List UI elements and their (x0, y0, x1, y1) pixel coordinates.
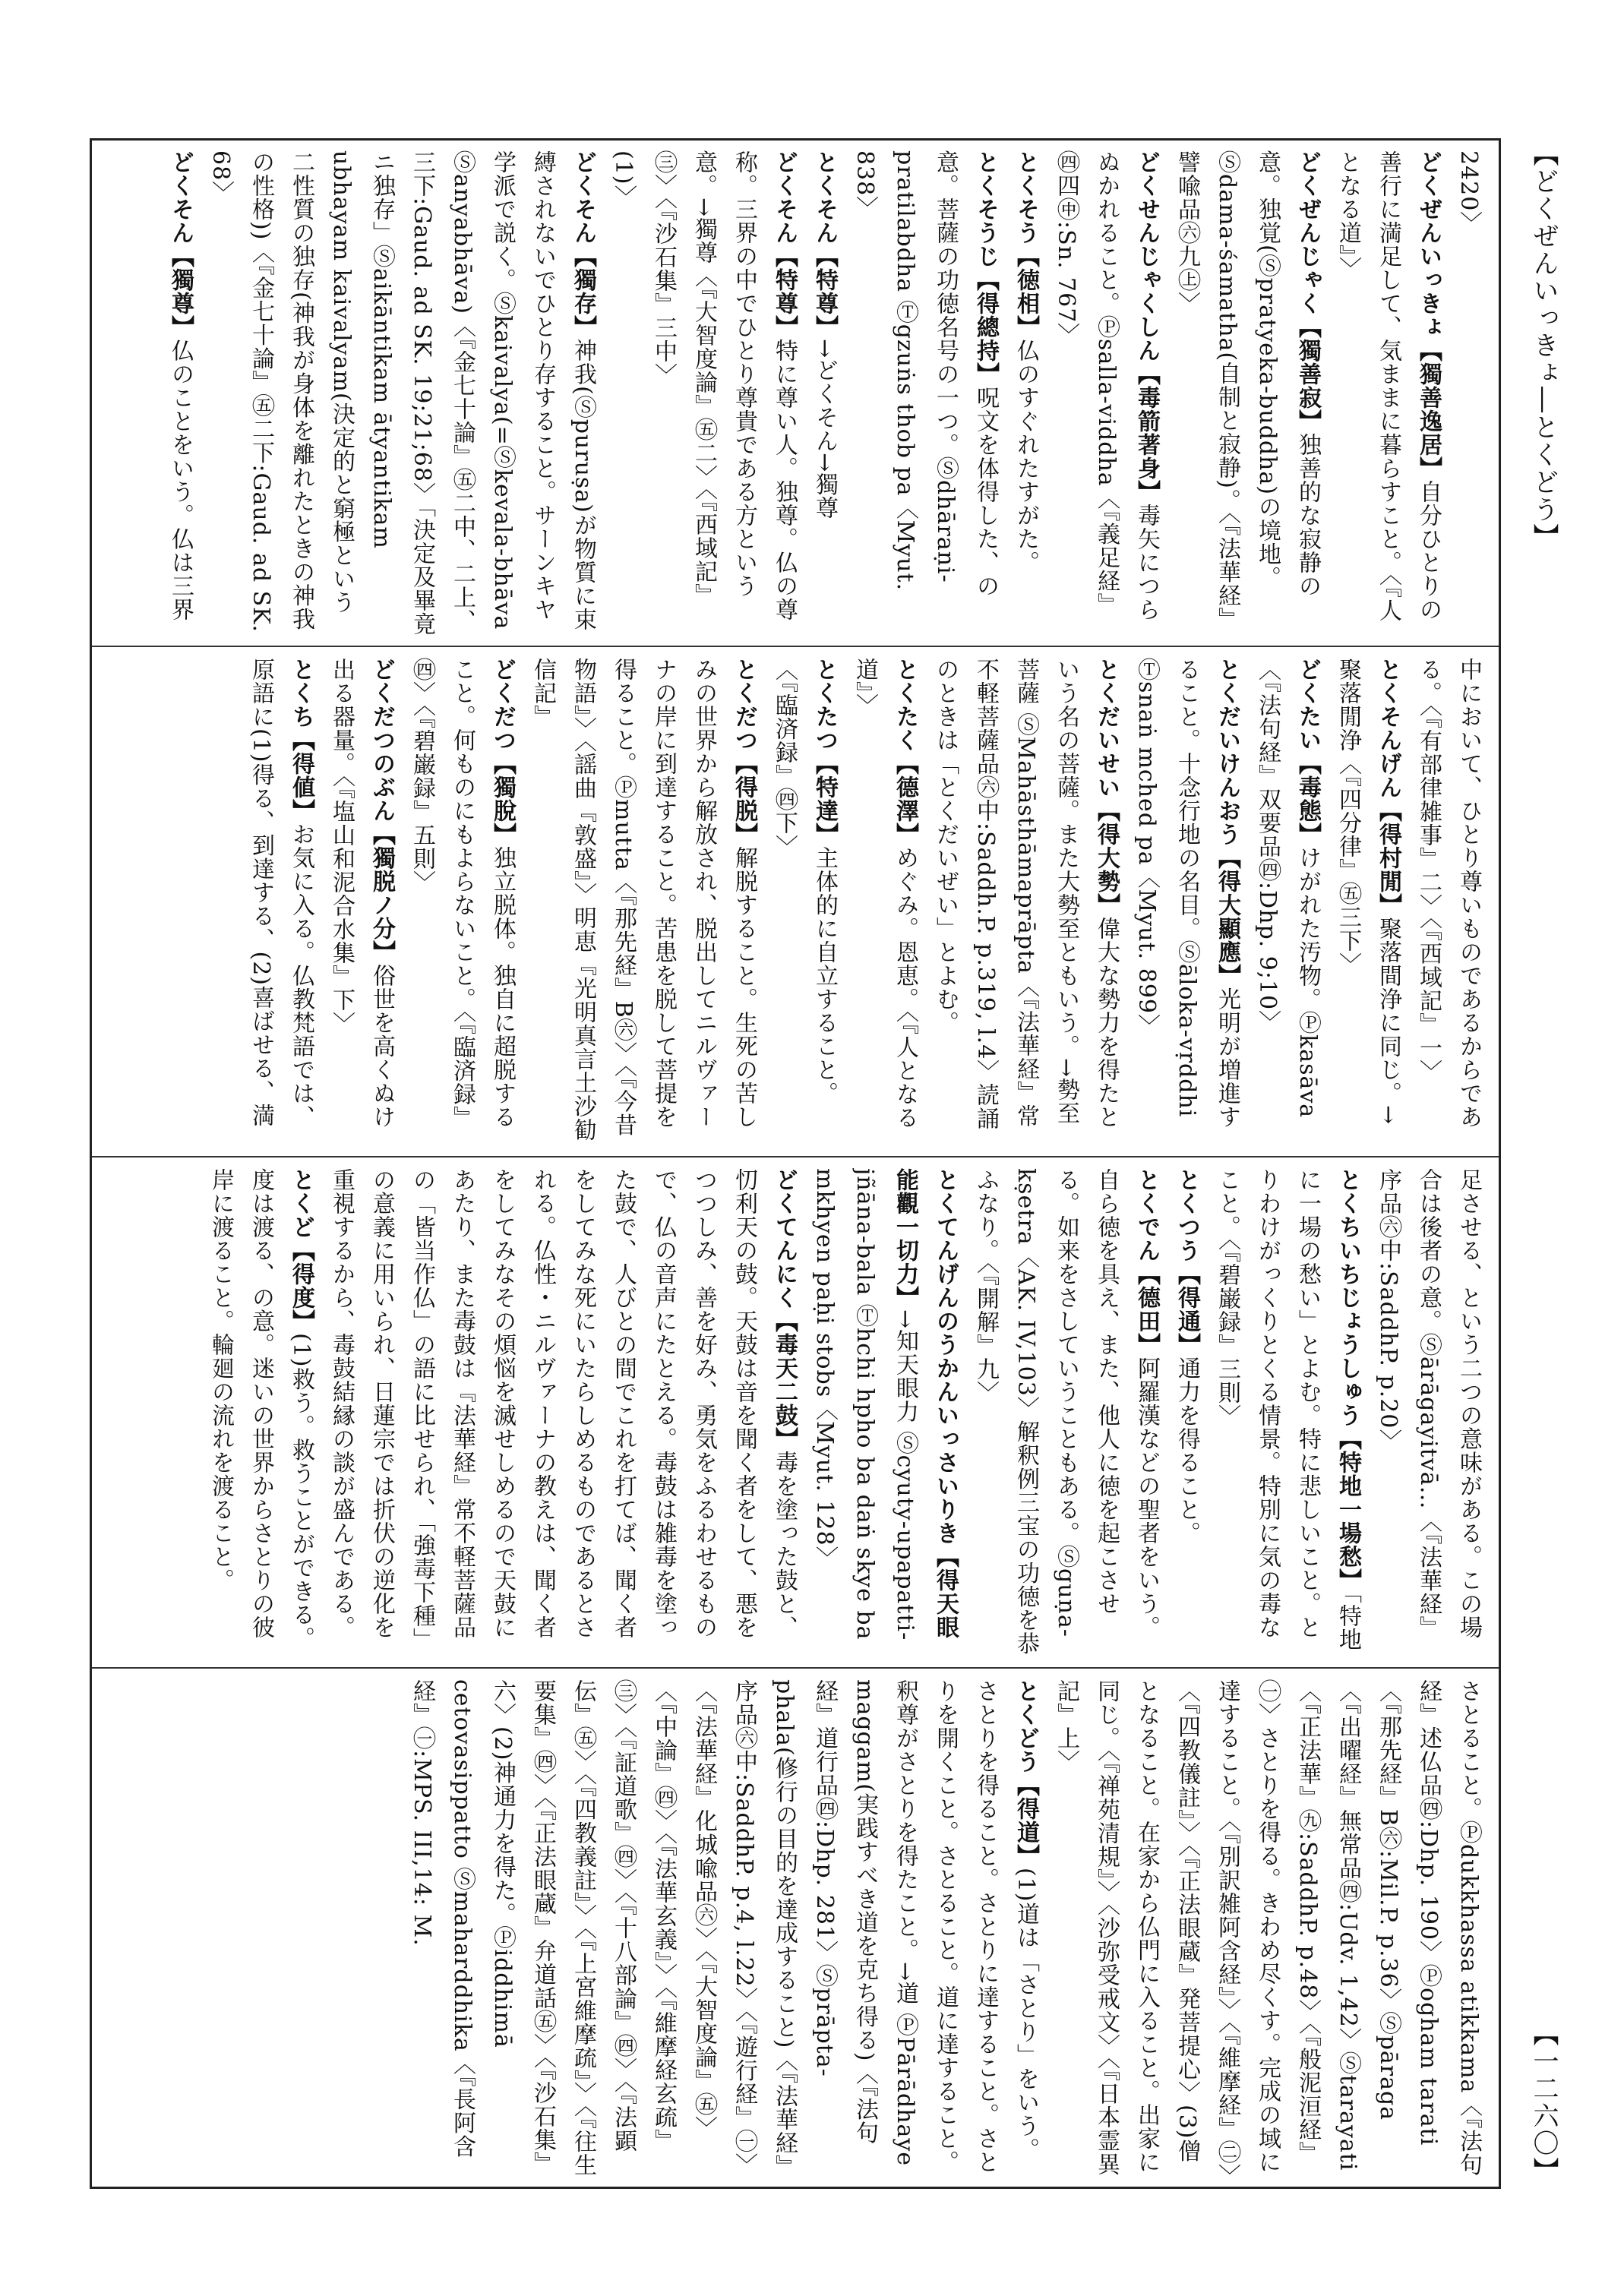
band-divider (92, 1667, 1499, 1669)
dictionary-entry: とくそう【徳相】仏のすぐれたすがた。 (1013, 150, 1039, 574)
entry-headword: どくだつ【獨脫】 (489, 658, 516, 846)
dictionary-entry: とくどう【得道】(1)道は「さとり」をいう。さとりを得ること。さとりに達すること。さとりを開くこと。さとること。道に達すること。釈尊がさとりを得たこと。→道 ⓅPārādhaye maggam(実践すべき道を克ち得る)〈『法句経』道行品㊃:Dhp. 281〉Ⓢprāpta-phala(修行の目的を達成すること)〈『法華経』序品㊅中:SaddhP. p.4, l.22〉〈『遊行経』㊀〉〈『法華経』化城喩品㊅〉〈『大智度論』㊄〉〈『中論』㊃〉〈『法華玄義』〉〈『維摩経玄疏』㊂〉〈『証道歌』㊃〉〈『十八部論』㊃〉〈『法顕伝』㊄〉〈『四教義註』〉〈『上宮維摩疏』〉〈『往生要集』㊃〉〈『正法眼蔵』弁道話㊄〉〈『沙石集』六〉(2)神通力を得た。Ⓟiddhimā cetovasippatto Ⓢmaharddhika〈『長阿含経』㊀:MPS. III,14: M. (409, 1679, 1039, 2177)
entry-headword: とくだいけんおう【得大顯應】 (1214, 658, 1240, 987)
dictionary-entry: どくだつのぶん【獨脱ノ分】俗世を高くぬけ出る器量。〈『塩山和泥合水集』下〉 (328, 658, 395, 1129)
running-head: 【どくぜんいっきょ―とくどう】 (1528, 141, 1559, 551)
entry-headword: どくてんにく【毒天二鼓】 (771, 1168, 798, 1451)
band-divider (92, 1156, 1499, 1157)
entry-headword: とくだつ【得脱】 (731, 658, 757, 846)
entry-band-1 (106, 150, 1489, 636)
entry-headword: とくど【得度】 (288, 1168, 314, 1333)
dictionary-entry: とくそうじ【得總持】呪文を体得した、の意。菩薩の功徳名号の一つ。Ⓢdhāraṇi-pratilabdha Ⓣgzuṅs thob pa〈Myut. 838〉 (851, 150, 999, 598)
entry-headword: とくどう【得道】 (1013, 1679, 1039, 1868)
entry-headword: とくつう【得通】 (1174, 1168, 1200, 1356)
entry-headword: どくそん【特尊】 (771, 150, 798, 339)
dictionary-entry: とくそん【特尊】→どくそん→獨尊 (811, 150, 838, 520)
dictionary-entry: 2420〉 (1455, 150, 1482, 235)
dictionary-entry: とくてんげんのうかんいっさいりき【得天眼能觀一切力】→知天眼力 Ⓢcyuty-upapatti-jñāna-bala Ⓣhchi hpho ba daṅ skye ba mkhyen paḥi stobs〈Myut. 128〉 (811, 1168, 959, 1641)
dictionary-entry: (1)〉 (610, 150, 637, 209)
entry-headword: とくそんげん【得村閒】 (1375, 658, 1401, 917)
entry-headword: どくだつのぶん【獨脱ノ分】 (368, 658, 395, 964)
dictionary-entry: とくたく【德澤】めぐみ。恩恵。〈『人となる道』〉 (851, 658, 918, 1129)
entry-headword: とくちいちじょうしゅう【特地一場愁】 (1335, 1168, 1361, 1592)
dictionary-entry: さとること。Ⓟdukkhassa atikkama〈『法句経』述仏品㊃:Dhp. 190〉Ⓟogham tarati〈『那先経』B㊅:Mil.P. p.36〉Ⓢpāraga〈『出曜経』無常品㊃:Udv. 1,42〉Ⓢtarayati〈『正法華』㊈:SaddhP. p.48〉〈『般泥洹経』㊀〉さとりを得る。きわめ尽くす。完成の域に達すること。〈『別訳雑阿含経』〉〈『維摩経』㊁〉〈『四教儀註』〉〈『正法眼蔵』発菩提心〉(3)僧となること。在家から仏門に入ること。出家に同じ。〈『禅苑清規』〉〈沙弥受戒文〉〈『日本霊異記』上〉 (1053, 1679, 1482, 2177)
dictionary-entry: どくせんじゃくしん【毒箭著身】毒矢につらぬかれること。Ⓟsalla-viddha〈『義足経』㊃四㊥:Sn. 767〉 (1053, 150, 1160, 621)
dictionary-entry: どくそん【獨存】神我(Ⓢpuruṣa)が物質に束縛されないでひとり存すること。サーンキヤ学派で説く。Ⓢkaivalya(=Ⓢkevala-bhāva Ⓢanyabhāva)〈『金七十論』㊄二中、二上、三下:Gaud. ad SK. 19;21;68〉「決定及畢竟ニ独存」Ⓢaikāntikam ātyantikam ubhayam kaivalyam(決定的と窮極という二性質の独存(神我が身体を離れたときの神我の性格))〈『金七十論』㊄二下:Gaud. ad SK. 68〉 (207, 150, 596, 636)
dictionary-entry: とくちいちじょうしゅう【特地一場愁】「特地に一場の愁い」とよむ。特に悲しいこと。とりわけがっくりとくる情景。特別に気の毒なこと。〈『碧巌録』三則〉 (1214, 1168, 1361, 1651)
band-divider (92, 646, 1499, 647)
entry-headword: とくでん【德田】 (1133, 1168, 1160, 1356)
dictionary-entry: とくたつ【特達】主体的に自立すること。〈『臨済録』㊃下〉 (771, 658, 838, 1105)
page-number: 【一二六〇】 (1528, 2020, 1559, 2184)
entry-headword: とくち【得値】 (288, 658, 314, 823)
entry-headword: どくぜんじゃく【獨善寂】 (1294, 150, 1321, 433)
entry-headword: どくぜんいっきょ【獨善逸居】 (1415, 150, 1442, 480)
entry-headword: とくたつ【特達】 (811, 658, 838, 846)
dictionary-entry: どくぜんじゃく【獨善寂】独善的な寂静の意。独覚(Ⓢpratyeka-buddha)の境地。Ⓢdama-śamatha(自制と寂静)。〈『法華経』譬喩品㊅九㊤〉 (1174, 150, 1321, 631)
dictionary-entry: どくそん【獨尊】仏のことをいう。仏は三界 (167, 150, 194, 621)
dictionary-entry: 中において、ひとり尊いものであるからである。〈『有部律雑事』二〉〈『西域記』一〉 (1415, 658, 1482, 1129)
dictionary-entry: とくだいけんおう【得大顯應】光明が増進すること。十念行地の名目。Ⓢāloka-vṛddhi Ⓣsnaṅ mched pa〈Myut. 899〉 (1133, 658, 1240, 1129)
entry-headword: とくてんげんのうかんいっさいりき【得天眼能觀一切力】 (892, 1168, 959, 1639)
entry-headword: とくそうじ【得總持】 (972, 150, 999, 386)
entry-headword: とくそう【徳相】 (1013, 150, 1039, 339)
entry-headword: どくせんじゃくしん【毒箭著身】 (1133, 150, 1160, 504)
entry-headword: とくそん【特尊】 (811, 150, 838, 339)
dictionary-entry: 足させる、という二つの意味がある。この場合は後者の意。Ⓢārāgayitvā…〈『法華経』序品㊅中:SaddhP. p.20〉 (1375, 1168, 1482, 1640)
entry-headword: どくそん【獨存】 (570, 150, 596, 339)
entry-band-4 (106, 1679, 1489, 2178)
dictionary-entry: どくぜんいっきょ【獨善逸居】自分ひとりの善行に満足して、気ままに暮らすこと。〈『人となる道』〉 (1335, 150, 1442, 622)
dictionary-entry: どくてんにく【毒天二鼓】毒を塗った鼓と、忉利天の鼓。天鼓は音を聞く者をして、悪をつつしみ、善を好み、勇気をふるわせるもので、仏の音声にたとえる。毒鼓は雑毒を塗った鼓で、人びとの間でこれを打てば、聞く者をしてみな死にいたらしめるものであるとされる。仏性・ニルヴァーナの教えは、聞く者をしてみなその煩悩を滅せしめるので天鼓にあたり、また毒鼓は『法華経』常不軽菩薩品の「皆当作仏」の語に比せられ、「強毒下種」の意義に用いられ、日蓮宗では折伏の逆化を重視するから、毒鼓結縁の談が盛んである。 (328, 1168, 798, 1651)
entry-band-3 (106, 1168, 1489, 1656)
dictionary-entry: どくだつ【獨脫】独立脱体。独自に超脱すること。何ものにもよらないこと。〈『臨済録』㊃〉〈『碧巌録』五則〉 (409, 658, 516, 1129)
entry-band-2 (106, 658, 1489, 1145)
entry-headword: とくたく【德澤】 (892, 658, 918, 846)
dictionary-entry: とくど【得度】(1)救う。救うことができる。度は渡る、の意。迷いの世界からさとりの彼岸に渡ること。輪廻の流れを渡ること。 (207, 1168, 314, 1650)
dictionary-entry: とくだつ【得脱】解脱すること。生死の苦しみの世界から解放され、脱出してニルヴァーナの岸に到達すること。苦患を脱して菩提を得ること。Ⓟmutta〈『那先経』B㊅〉〈『今昔物語』〉〈謡曲『敦盛』〉明恵『光明真言土沙勧信記』 (529, 658, 757, 1142)
dictionary-entry: とくつう【得通】通力を得ること。 (1174, 1168, 1200, 1545)
dictionary-entry: とくそんげん【得村閒】聚落間浄に同じ。→聚落閒浄〈『四分律』㊄三下〉 (1335, 658, 1401, 1126)
dictionary-entry: どくたい【毒態】けがれた汚物。Ⓟkasāva〈『法句経』双要品㊃:Dhp. 9;10〉 (1254, 658, 1321, 1119)
entry-headword: どくそん【獨尊】 (167, 150, 194, 339)
dictionary-entry: とくち【得値】お気に入る。仏教梵語では、原語に(1)得る、到達する、(2)喜ばせる、満 (248, 658, 314, 1129)
entry-headword: とくだいせい【得大勢】 (1093, 658, 1120, 917)
entry-headword: どくたい【毒態】 (1294, 658, 1321, 846)
dictionary-entry: どくそん【特尊】特に尊い人。独尊。仏の尊称。三界の中でひとり尊貴である方という意。→獨尊〈『大智度論』㊄二〉〈『西域記』㊂〉〈『沙石集』三中〉 (650, 150, 798, 621)
dictionary-entry: とくだいせい【得大勢】偉大な勢力を得たという名の菩薩。また大勢至ともいう。→勢至菩薩 ⓈMahāsthāmaprāpta〈『法華経』常不軽菩薩品㊅中:Saddh.P. p.319, l.4〉読誦のときは「とくだいぜい」とよむ。 (932, 658, 1120, 1131)
dictionary-entry: とくでん【德田】阿羅漢などの聖者をいう。自ら徳を具え、また、他人に徳を起こさせる。如来をさしていうこともある。Ⓢguṇa-kṣetra〈AK. IV,103〉解釈例三宝の功徳を恭ふなり。〈『開解』九〉 (972, 1168, 1160, 1656)
